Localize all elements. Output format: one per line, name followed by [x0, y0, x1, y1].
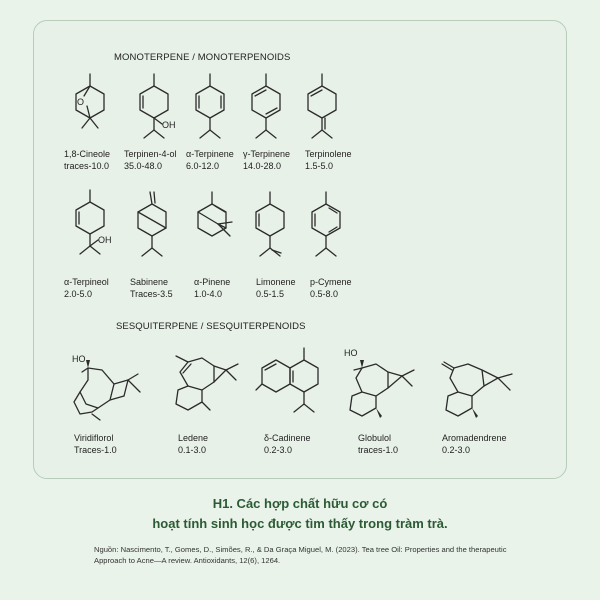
p-cymene-range: 0.5-8.0	[310, 289, 339, 299]
p-cymene-structure	[296, 186, 356, 266]
globulol-range: traces-1.0	[358, 445, 399, 455]
viridiflorol-name: Viridiflorol	[74, 433, 114, 443]
cineole-name: 1,8-Cineole	[64, 149, 111, 159]
viridiflorol-structure	[66, 340, 150, 430]
figure-caption-line-2: hoạt tính sinh học được tìm thấy trong tràm trà.	[152, 516, 448, 531]
viridiflorol-range: Traces-1.0	[74, 445, 117, 455]
cineole-structure	[60, 66, 120, 146]
sabinene-structure	[122, 186, 182, 266]
delta-cadinene-name: δ-Cadinene	[264, 433, 311, 443]
terpinen-4-ol-name: Terpinen-4-ol	[124, 149, 177, 159]
alpha-terpinene-name: α-Terpinene	[186, 149, 234, 159]
terpinolene-range: 1.5-5.0	[305, 161, 334, 171]
figure-caption-line-1: H1. Các hợp chất hữu cơ có	[212, 496, 388, 511]
alpha-pinene-range: 1.0-4.0	[194, 289, 223, 299]
gamma-terpinene-name: γ-Terpinene	[243, 149, 291, 159]
svg-text:OH: OH	[98, 235, 112, 245]
svg-text:HO: HO	[72, 354, 86, 364]
cineole-range: traces-10.0	[64, 161, 110, 171]
gamma-terpinene-structure	[236, 66, 296, 146]
globulol-structure	[340, 340, 424, 430]
source-citation: Nguồn: Nascimento, T., Gomes, D., Simões, R., & Da Graça Miguel, M. (2023). Tea tree Oil: Properties and the therapeutic Approach to Acne—A review. Antioxidants, 12(6), 1264.	[94, 545, 507, 565]
gamma-terpinene-range: 14.0-28.0	[243, 161, 282, 171]
aromadendrene-range: 0.2-3.0	[442, 445, 471, 455]
svg-text:O: O	[77, 97, 85, 107]
aromadendrene-name: Aromadendrene	[442, 433, 507, 443]
limonene-name: Limonene	[256, 277, 296, 287]
delta-cadinene-structure	[254, 340, 344, 430]
terpinolene-name: Terpinolene	[305, 149, 352, 159]
sabinene-range: Traces-3.5	[130, 289, 173, 299]
alpha-terpineol-structure	[60, 186, 120, 266]
p-cymene-name: p-Cymene	[310, 277, 352, 287]
monoterpene-heading: MONOTERPENE / MONOTERPENOIDS	[114, 52, 291, 63]
svg-text:HO: HO	[344, 348, 358, 358]
globulol-name: Globulol	[358, 433, 392, 443]
limonene-range: 0.5-1.5	[256, 289, 285, 299]
alpha-terpinene-structure	[180, 66, 240, 146]
delta-cadinene-range: 0.2-3.0	[264, 445, 293, 455]
terpinolene-structure	[292, 66, 352, 146]
sabinene-name: Sabinene	[130, 277, 169, 287]
terpinen-4-ol-structure	[124, 66, 184, 146]
alpha-terpinene-range: 6.0-12.0	[186, 161, 220, 171]
aromadendrene-structure	[432, 340, 522, 430]
terpinen-4-ol-range: 35.0-48.0	[124, 161, 163, 171]
alpha-pinene-name: α-Pinene	[194, 277, 231, 287]
alpha-terpineol-range: 2.0-5.0	[64, 289, 93, 299]
ledene-range: 0.1-3.0	[178, 445, 207, 455]
sesquiterpene-heading: SESQUITERPENE / SESQUITERPENOIDS	[116, 321, 306, 332]
svg-text:OH: OH	[162, 120, 176, 130]
limonene-structure	[240, 186, 300, 266]
alpha-terpineol-name: α-Terpineol	[64, 277, 109, 287]
ledene-name: Ledene	[178, 433, 209, 443]
ledene-structure	[164, 340, 248, 430]
alpha-pinene-structure	[184, 186, 244, 266]
